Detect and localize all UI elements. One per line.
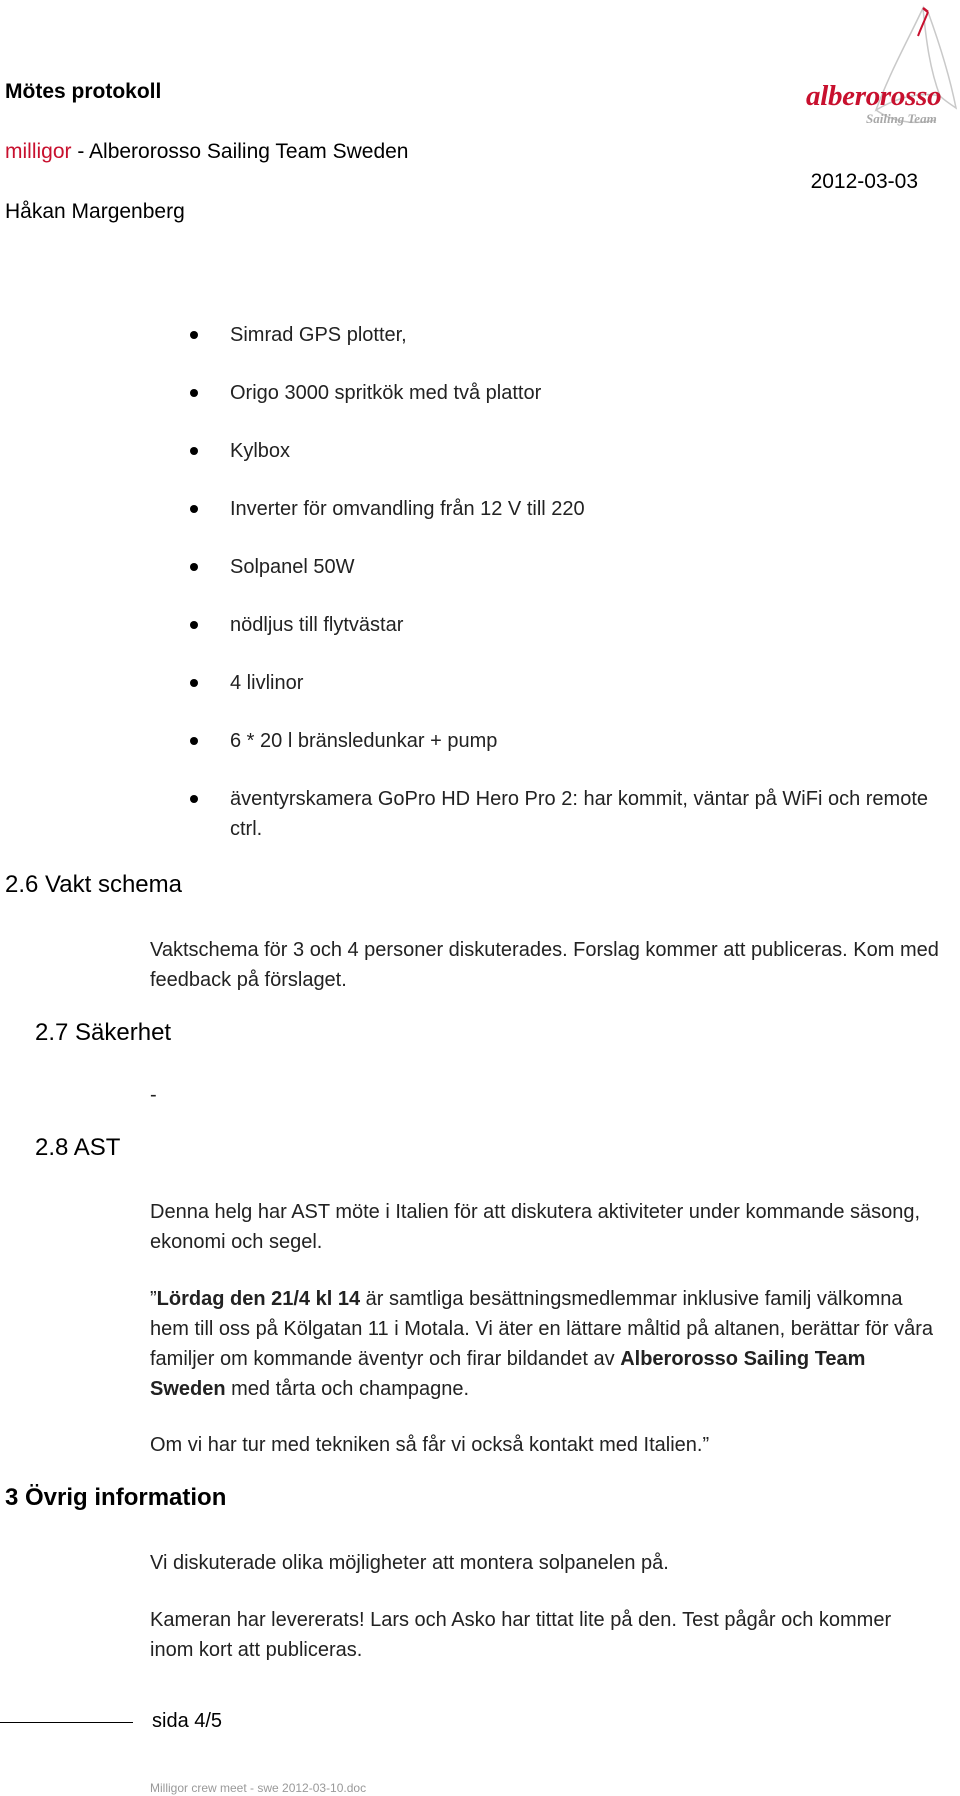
list-item: Origo 3000 spritkök med två plattor xyxy=(190,378,950,408)
list-item: 4 livlinor xyxy=(190,668,950,698)
sakerhet-text: - xyxy=(150,1084,157,1106)
section-heading-ast: 2.8 AST xyxy=(35,1134,121,1161)
footer-divider xyxy=(0,1722,133,1723)
logo-subtitle: Sailing Team xyxy=(866,111,937,126)
author: Håkan Margenberg xyxy=(5,200,185,223)
quote-mark: ” xyxy=(150,1288,157,1310)
org-name: - Alberorosso Sailing Team Sweden xyxy=(71,140,409,163)
vakt-schema-text: Vaktschema för 3 och 4 personer diskuterades. Forslag kommer att publiceras. Kom med feedback på förslaget. xyxy=(150,939,939,991)
ast-paragraph-3: Om vi har tur med tekniken så får vi också kontakt med Italien.” xyxy=(150,1434,710,1456)
ast-paragraph-2-end: med tårta och champagne. xyxy=(225,1378,470,1400)
list-item: Simrad GPS plotter, xyxy=(190,320,950,350)
ovrig-paragraph-2: Kameran har levererats! Lars och Asko har tittat lite på den. Test pågår och kommer inom kort att publiceras. xyxy=(150,1609,892,1661)
section-heading-sakerhet: 2.7 Säkerhet xyxy=(35,1019,172,1046)
page-number: sida 4/5 xyxy=(152,1710,223,1732)
ast-paragraph-2-middle: är samtliga besättningsmedlemmar inklusive familj välkomna hem till oss på Kölgatan 11 i Motala. Vi äter en lättare måltid på altanen, berättar för våra familjer om kommande äventyr och firar bildandet av xyxy=(150,1288,934,1370)
list-item: nödljus till flytvästar xyxy=(190,610,950,640)
logo-wordmark: alberorosso xyxy=(806,80,942,112)
organization-line xyxy=(5,140,408,164)
team-name-bold: Alberorosso Sailing Team Sweden xyxy=(150,1348,866,1400)
document-title: Mötes protokoll xyxy=(5,80,162,103)
ovrig-paragraph-1: Vi diskuterade olika möjligheter att montera solpanelen på. xyxy=(150,1552,669,1574)
org-prefix: milligor xyxy=(5,140,72,163)
list-item: 6 * 20 l bränsledunkar + pump xyxy=(190,726,950,756)
section-heading-ovrig-information: 3 Övrig information xyxy=(5,1484,227,1511)
event-date-bold: Lördag den 21/4 kl 14 xyxy=(156,1288,361,1310)
list-item: Solpanel 50W xyxy=(190,552,950,582)
list-item: äventyrskamera GoPro HD Hero Pro 2: har kommit, väntar på WiFi och remote ctrl. xyxy=(190,784,950,844)
equipment-list xyxy=(190,320,950,844)
section-heading-vakt-schema: 2.6 Vakt schema xyxy=(5,871,182,898)
ast-paragraph-1: Denna helg har AST möte i Italien för att diskutera aktiviteter under kommande säsong, ekonomi och segel. xyxy=(150,1201,921,1253)
list-item: Kylbox xyxy=(190,436,950,466)
ast-paragraph-2 xyxy=(150,1284,940,1404)
document-date: 2012-03-03 xyxy=(810,170,918,193)
footer-filename: Milligor crew meet - swe 2012-03-10.doc xyxy=(150,1781,367,1795)
list-item: Inverter för omvandling från 12 V till 220 xyxy=(190,494,950,524)
